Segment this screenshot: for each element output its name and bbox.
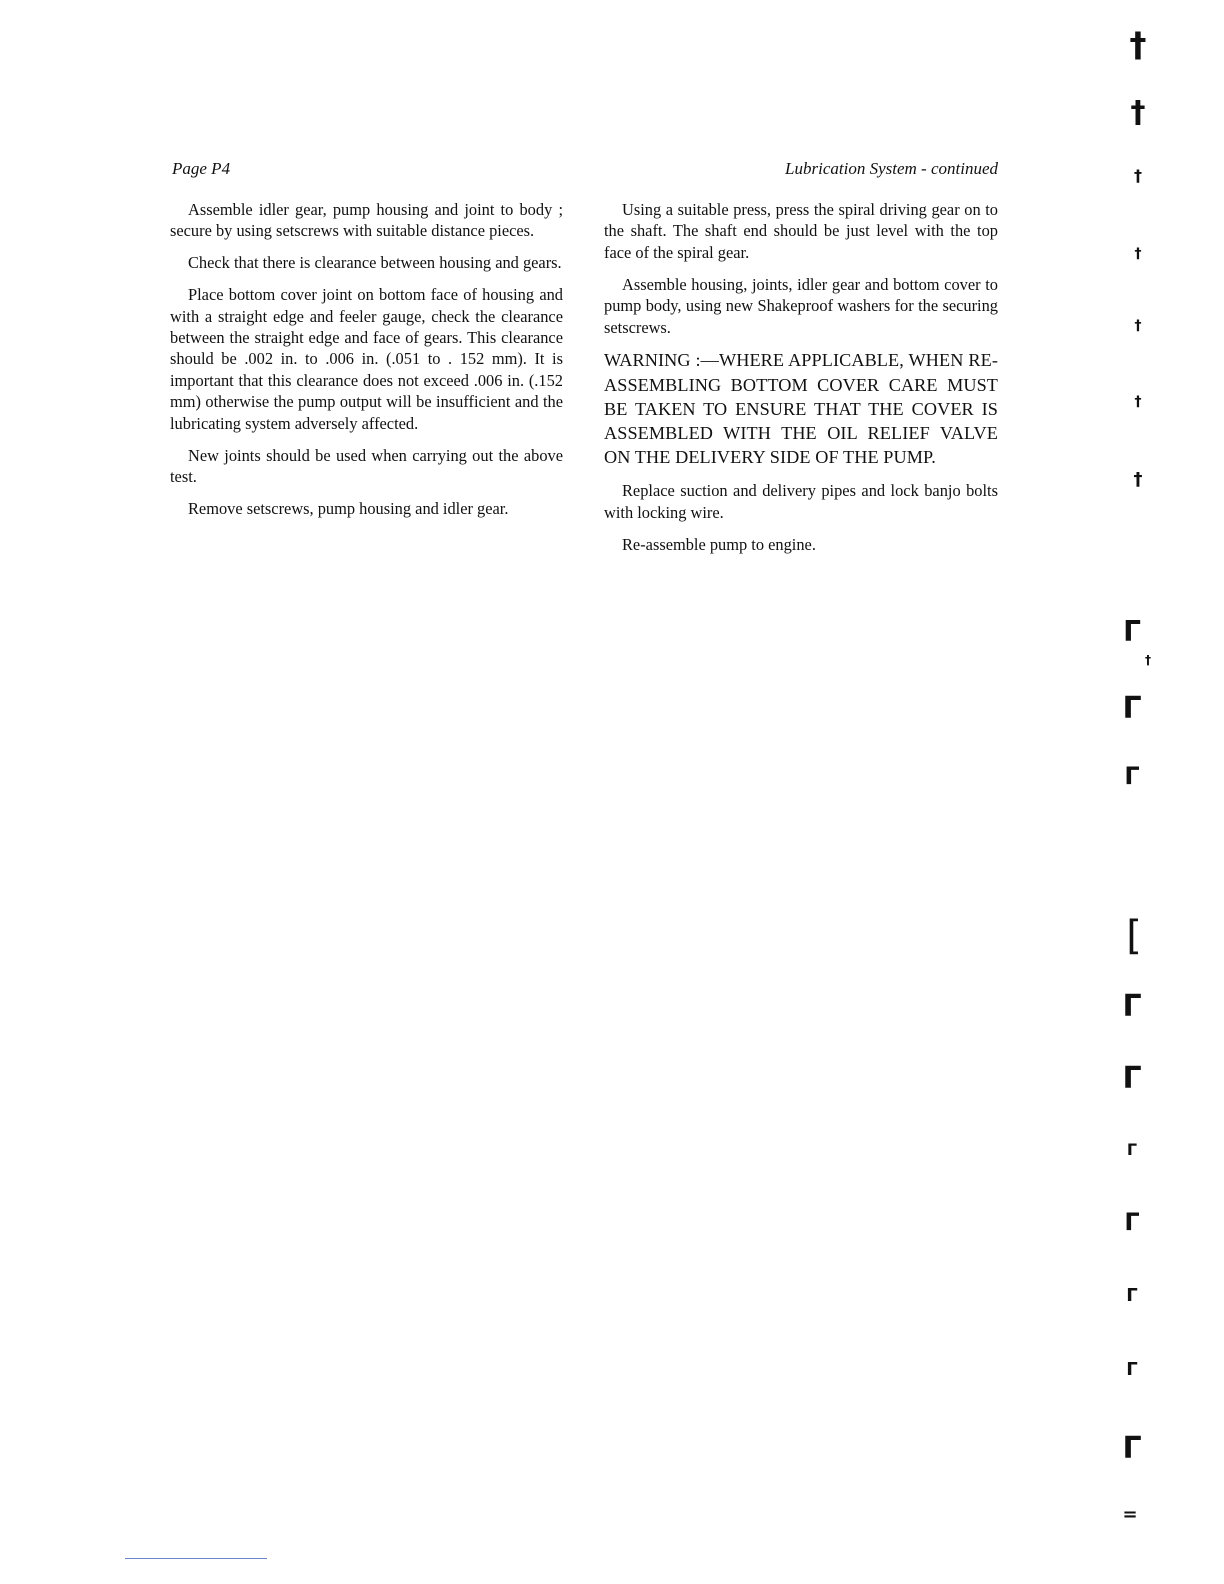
margin-mark: † — [1134, 246, 1142, 262]
section-title: Lubrication System - continued — [785, 159, 998, 178]
paragraph: Check that there is clearance between housing and gears. — [188, 253, 562, 273]
paragraph: New joints should be used when carrying out the above test. — [170, 445, 563, 486]
margin-mark: † — [1130, 95, 1146, 130]
margin-mark: = — [1122, 1504, 1138, 1525]
paragraph: Using a suitable press, press the spiral driving gear on to the shaft. The shaft end should be just level with the top face of the spiral gear. — [604, 200, 998, 262]
margin-mark: † — [1134, 166, 1142, 185]
margin-mark: Γ — [1122, 691, 1142, 726]
margin-mark: Γ — [1122, 1431, 1142, 1466]
margin-mark: † — [1145, 653, 1151, 667]
footnote-rule — [125, 1558, 267, 1559]
margin-mark: Γ — [1123, 615, 1141, 648]
paragraph: Assemble idler gear, pump housing and joint to body ; secure by using setscrews with suitable distance pieces. — [170, 200, 563, 241]
paragraph: Remove setscrews, pump housing and idler gear. — [188, 498, 509, 518]
margin-mark: Γ — [1126, 1285, 1138, 1306]
paragraph: Place bottom cover joint on bottom face of housing and with a straight edge and feeler gauge, check the clearance between the straight edge and face of gears. This clearance should be .002 in. to .006 in. (.051 to . 152 mm). It is important that this clearance does not exceed .006 in. (.152 mm) otherwise the pump output will be insufficient and the lubricating system adversely affected. — [170, 285, 563, 433]
margin-mark: Γ — [1122, 1061, 1142, 1096]
margin-mark: [ — [1126, 913, 1142, 959]
margin-mark: † — [1129, 25, 1147, 65]
margin-mark: † — [1133, 469, 1143, 490]
margin-mark: Γ — [1126, 1140, 1138, 1159]
paragraph: Assemble housing, joints, idler gear and bottom cover to pump body, using new Shakeproof washers for the securing setscrews. — [604, 274, 998, 337]
paragraph: Replace suction and delivery pipes and lock banjo bolts with locking wire. — [604, 481, 998, 522]
margin-mark: Γ — [1126, 1359, 1138, 1380]
margin-mark: † — [1134, 318, 1142, 334]
paragraph: Re-assemble pump to engine. — [622, 534, 816, 554]
margin-mark: † — [1134, 394, 1142, 410]
warning-paragraph: WARNING :—WHERE APPLICABLE, WHEN RE-ASSEMBLING BOTTOM COVER CARE MUST BE TAKEN TO ENSURE THAT THE COVER IS ASSEMBLED WITH THE OIL RELIEF VALVE ON THE DELIVERY SIDE OF THE PUMP. — [604, 350, 998, 468]
left-column — [170, 199, 563, 530]
margin-mark: Γ — [1124, 1208, 1140, 1236]
page-number: Page P4 — [172, 159, 231, 178]
margin-mark: Γ — [1124, 762, 1140, 790]
margin-mark: Γ — [1122, 989, 1142, 1024]
right-column — [604, 199, 998, 566]
